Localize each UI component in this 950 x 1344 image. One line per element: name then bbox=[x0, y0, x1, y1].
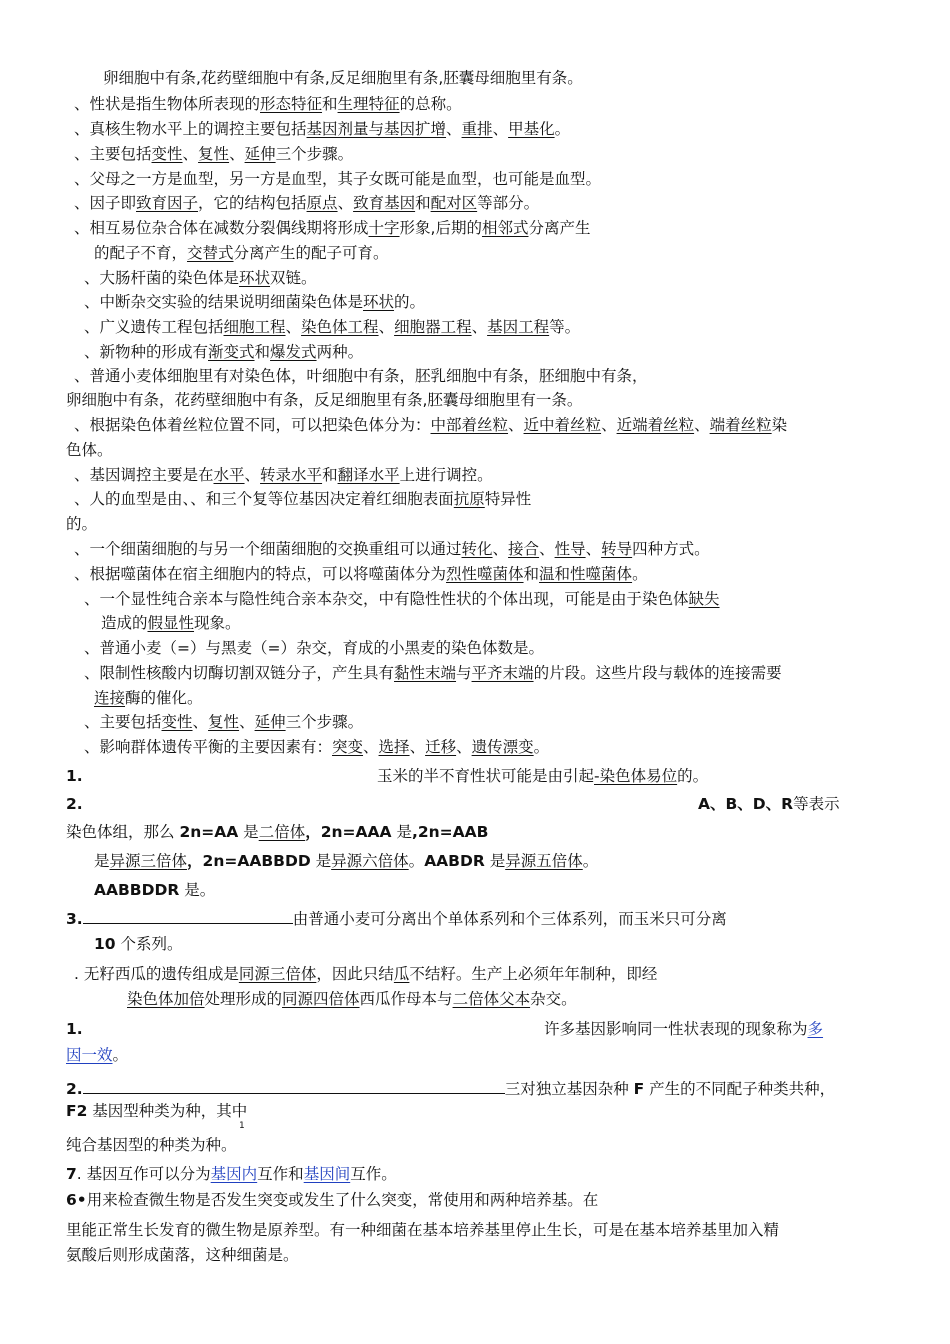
text-segment: 色体。 bbox=[66, 441, 113, 459]
question-text bbox=[377, 766, 708, 786]
text-segment: 、 bbox=[492, 120, 509, 138]
answer-text: 平齐末端 bbox=[471, 664, 534, 682]
text-line bbox=[74, 94, 462, 114]
superscript-mark: 1 bbox=[239, 1121, 245, 1131]
answer-text: 黏性末端 bbox=[394, 664, 457, 682]
text-line bbox=[84, 663, 782, 683]
text-segment: 、 bbox=[585, 540, 602, 558]
text-line bbox=[84, 292, 425, 312]
text-segment: 互作。 bbox=[350, 1165, 397, 1183]
text-segment: 形象,后期的 bbox=[399, 219, 482, 237]
text-segment: 的配子不育， bbox=[94, 244, 188, 262]
text-line bbox=[84, 712, 363, 732]
item-number: 1. bbox=[66, 767, 83, 785]
text-segment: 三个步骤。 bbox=[275, 145, 354, 163]
text-line bbox=[66, 514, 97, 534]
answer-text: 交替式 bbox=[187, 244, 234, 262]
answer-text: 重排 bbox=[461, 120, 493, 138]
answer-text: 水平 bbox=[213, 466, 245, 484]
text-segment: 处理形成的 bbox=[204, 990, 283, 1008]
text-segment: 、一个显性纯合亲本与隐性纯合亲本杂交，中有隐性性状的个体出现，可能是由于染色体 bbox=[84, 590, 689, 608]
text-segment: . 无籽西瓜的遗传组成是 bbox=[74, 965, 239, 983]
answer-text: 转化 bbox=[461, 540, 493, 558]
answer-text: 甲基化 bbox=[508, 120, 555, 138]
text-line bbox=[84, 589, 720, 609]
text-line bbox=[74, 964, 657, 984]
text-segment: 是 bbox=[391, 823, 412, 841]
answer-text: 异源五倍体 bbox=[505, 852, 583, 870]
text-line bbox=[66, 1101, 247, 1121]
text-segment: 等表示 bbox=[793, 795, 840, 813]
text-line bbox=[127, 989, 577, 1009]
text-segment: AABBDDR bbox=[94, 881, 180, 899]
item-number: 1. bbox=[66, 1020, 83, 1038]
text-line bbox=[66, 1190, 598, 1210]
text-segment: ， bbox=[305, 823, 321, 841]
text-segment: 、影响群体遗传平衡的主要因素有： bbox=[84, 738, 333, 756]
text-segment: 。 bbox=[408, 852, 425, 870]
text-line bbox=[94, 243, 389, 263]
text-line bbox=[74, 489, 531, 509]
text-segment: 、中断杂交实验的结果说明细菌染色体是 bbox=[84, 293, 364, 311]
text-line bbox=[66, 1220, 779, 1240]
text-segment: 、新物种的形成有 bbox=[84, 343, 209, 361]
answer-text: 同源四倍体 bbox=[282, 990, 360, 1008]
text-segment: 、 bbox=[409, 738, 426, 756]
answer-text: 假显性 bbox=[147, 614, 195, 632]
answer-text: 转导 bbox=[601, 540, 633, 558]
text-line bbox=[74, 564, 648, 584]
text-segment: 、 bbox=[182, 145, 199, 163]
text-segment: 、人的血型是由、、和三个复等位基因决定着红细胞表面 bbox=[74, 490, 454, 508]
text-segment: 、 bbox=[456, 738, 472, 756]
text-segment: 2n=AA bbox=[179, 823, 239, 841]
answer-text: 翻译水平 bbox=[337, 466, 400, 484]
text-segment: AABDR bbox=[424, 852, 485, 870]
answer-text: 同源三倍体 bbox=[238, 965, 317, 983]
text-segment: 用来检查微生物是否发生突变或发生了什么突变，常使用和两种培养基。在 bbox=[86, 1191, 599, 1209]
answer-text: 异源三倍体 bbox=[109, 852, 188, 870]
text-line bbox=[74, 119, 570, 139]
text-segment: 、性状是指生物体所表现的 bbox=[74, 95, 261, 113]
text-segment: 四种方式。 bbox=[632, 540, 710, 558]
text-segment: 双链。 bbox=[270, 269, 317, 287]
text-segment: 造成的 bbox=[101, 614, 148, 632]
text-segment: 里能正常生长发育的微生物是原养型。有一种细菌在基本培养基里停止生长，可是在基本培养基里加入精 bbox=[66, 1221, 780, 1239]
text-segment: 现象。 bbox=[194, 614, 241, 632]
answer-text: 基因剂量与基因扩增 bbox=[306, 120, 447, 138]
text-segment: 酶的催化。 bbox=[125, 689, 203, 707]
text-segment: 、一个细菌细胞的与另一个细菌细胞的交换重组可以通过 bbox=[74, 540, 462, 558]
item-number: 3. bbox=[66, 910, 83, 928]
text-segment: 是 bbox=[310, 852, 332, 870]
answer-blank bbox=[83, 907, 293, 924]
text-segment: 、 bbox=[337, 194, 354, 212]
text-segment: 与 bbox=[456, 664, 472, 682]
answer-text: 细胞器工程 bbox=[394, 318, 472, 336]
text-line bbox=[66, 1045, 128, 1065]
text-segment: 、父母之一方是血型，另一方是血型，其子女既可能是血型，也可能是血型。 bbox=[74, 170, 602, 188]
text-line bbox=[74, 415, 787, 435]
answer-text: 端着丝粒 bbox=[709, 416, 772, 434]
item-number: 2. bbox=[66, 1080, 83, 1098]
text-line bbox=[74, 366, 648, 386]
text-segment: 。 bbox=[582, 852, 599, 870]
answer-text: 迁移 bbox=[425, 738, 457, 756]
text-line bbox=[84, 737, 549, 757]
question-text: 由普通小麦可分离出个单体系列和个三体系列，而玉米只可分离 bbox=[292, 910, 727, 928]
text-segment: 和 bbox=[415, 194, 431, 212]
text-line bbox=[66, 1245, 299, 1265]
answer-text: 延伸 bbox=[254, 713, 286, 731]
text-segment: 、限制性核酸内切酶切割双链分子，产生具有 bbox=[84, 664, 395, 682]
answer-text: 突变 bbox=[332, 738, 364, 756]
text-line bbox=[84, 638, 544, 658]
text-segment: 、因子即 bbox=[74, 194, 137, 212]
text-segment: 是。 bbox=[179, 881, 216, 899]
text-segment: 和 bbox=[523, 565, 540, 583]
text-segment: F2 bbox=[66, 1102, 88, 1120]
text-segment: 特异性 bbox=[484, 490, 532, 508]
text-segment: 、 bbox=[694, 416, 710, 434]
text-line bbox=[66, 1135, 237, 1155]
answer-text: 瓜 bbox=[393, 965, 410, 983]
text-segment: 是 bbox=[238, 823, 259, 841]
answer-text: 延伸 bbox=[244, 145, 276, 163]
text-segment: 卵细胞中有条,花药壁细胞中有条,反足细胞里有条,胚囊母细胞里有条。 bbox=[103, 69, 583, 87]
text-segment: 和 bbox=[322, 95, 338, 113]
answer-text: 染色体加倍 bbox=[127, 990, 205, 1008]
answer-text: 基因工程 bbox=[487, 318, 550, 336]
answer-text: 中部着丝粒 bbox=[430, 416, 509, 434]
text-segment: 、根据噬菌体在宿主细胞内的特点，可以将噬菌体分为 bbox=[74, 565, 447, 583]
answer-text: 遗传漂变 bbox=[471, 738, 534, 756]
answer-text: 爆发式 bbox=[270, 343, 317, 361]
text-segment: 、大肠杆菌的染色体是 bbox=[84, 269, 240, 287]
answer-text: 温和性噬菌体 bbox=[539, 565, 633, 583]
text-line bbox=[74, 465, 493, 485]
text-segment: 。 bbox=[112, 1046, 129, 1064]
text-segment: 、 bbox=[539, 540, 555, 558]
text-segment: 、 bbox=[378, 318, 395, 336]
text-segment: 、真核生物水平上的调控主要包括 bbox=[74, 120, 307, 138]
text-segment: 互作和 bbox=[257, 1165, 304, 1183]
answer-text: 转录水平 bbox=[260, 466, 323, 484]
answer-text: 因一效 bbox=[66, 1046, 113, 1064]
answer-text: 相邻式 bbox=[481, 219, 529, 237]
answer-text: 抗原 bbox=[453, 490, 485, 508]
answer-text: 致育因子 bbox=[136, 194, 199, 212]
answer-text: 渐变式 bbox=[208, 343, 255, 361]
text-segment: 三个步骤。 bbox=[285, 713, 364, 731]
text-segment: 和 bbox=[322, 466, 338, 484]
text-segment: 纯合基因型的种类为种。 bbox=[66, 1136, 237, 1154]
text-segment: 2n=AABBDD bbox=[202, 852, 311, 870]
text-segment: 两种。 bbox=[316, 343, 364, 361]
text-segment: 的。 bbox=[66, 515, 98, 533]
answer-text: 环状 bbox=[363, 293, 395, 311]
text-line bbox=[94, 688, 203, 708]
question-text bbox=[544, 1019, 823, 1039]
text-segment: 。 bbox=[554, 120, 571, 138]
answer-text: 十字 bbox=[368, 219, 400, 237]
question-3 bbox=[66, 907, 727, 929]
text-line bbox=[66, 822, 488, 842]
text-segment: 、主要包括 bbox=[74, 145, 152, 163]
text-line bbox=[101, 613, 241, 633]
answer-text: -染色体易位 bbox=[594, 767, 678, 785]
answer-text: 异源六倍体 bbox=[331, 852, 409, 870]
text-segment: 的片段。这些片段与载体的连接需要 bbox=[533, 664, 782, 682]
answer-text: 复性 bbox=[208, 713, 240, 731]
answer-text: 近端着丝粒 bbox=[616, 416, 695, 434]
text-segment: 、主要包括 bbox=[84, 713, 162, 731]
answer-text: 环状 bbox=[239, 269, 271, 287]
answer-text: 近中着丝粒 bbox=[523, 416, 602, 434]
answer-text: 变性 bbox=[151, 145, 183, 163]
text-segment: 6• bbox=[66, 1191, 87, 1209]
text-segment: ，它的结构包括 bbox=[198, 194, 307, 212]
text-line bbox=[66, 440, 113, 460]
text-segment: 分离产生 bbox=[528, 219, 591, 237]
text-segment: 、 bbox=[244, 466, 261, 484]
question-2 bbox=[66, 1077, 835, 1099]
answer-text: 连接 bbox=[94, 689, 126, 707]
text-segment: 玉米的半不育性状可能是由引起 bbox=[377, 767, 595, 785]
answer-text: 复性 bbox=[198, 145, 230, 163]
answer-text: 二倍体 bbox=[258, 823, 306, 841]
text-segment: 、 bbox=[601, 416, 617, 434]
text-segment: 、 bbox=[508, 416, 524, 434]
text-segment: 杂交。 bbox=[530, 990, 577, 1008]
text-segment: 等。 bbox=[549, 318, 581, 336]
text-segment: 、相互易位杂合体在减数分裂偶线期将形成 bbox=[74, 219, 369, 237]
text-segment: 的总称。 bbox=[399, 95, 462, 113]
text-segment: 。 bbox=[632, 565, 648, 583]
text-segment: ， bbox=[187, 852, 203, 870]
text-segment: 等部分。 bbox=[477, 194, 540, 212]
answer-text: 选择 bbox=[378, 738, 410, 756]
text-segment: 的。 bbox=[394, 293, 426, 311]
answer-text: 配对区 bbox=[430, 194, 478, 212]
question-text: 产生的不同配子种类共种， bbox=[644, 1080, 836, 1098]
answer-text: 染色体工程 bbox=[301, 318, 379, 336]
text-segment: 染 bbox=[771, 416, 788, 434]
answer-text: 原点 bbox=[306, 194, 338, 212]
answer-text: 致育基因 bbox=[353, 194, 416, 212]
text-segment: 个系列。 bbox=[115, 935, 183, 953]
answer-text: 多 bbox=[807, 1020, 824, 1038]
text-segment: ,2n=AAB bbox=[411, 823, 489, 841]
text-line bbox=[74, 218, 591, 238]
text-segment: 、 bbox=[363, 738, 379, 756]
text-segment: A、B、D、R bbox=[698, 795, 794, 813]
text-segment: 、广义遗传工程包括 bbox=[84, 318, 224, 336]
text-segment: 上进行调控。 bbox=[399, 466, 493, 484]
answer-text: 接合 bbox=[508, 540, 540, 558]
text-segment: 、基因调控主要是在 bbox=[74, 466, 214, 484]
answer-text: 二倍体父本 bbox=[452, 990, 531, 1008]
text-segment: 、 bbox=[192, 713, 209, 731]
text-segment: 、普通小麦（=）与黑麦（=）杂交，育成的小黑麦的染色体数是。 bbox=[84, 639, 544, 657]
answer-text: 生理特征 bbox=[337, 95, 400, 113]
question-text: F bbox=[633, 1080, 645, 1098]
text-segment: 、 bbox=[492, 540, 509, 558]
text-line bbox=[74, 144, 353, 164]
text-segment: ，因此只结 bbox=[316, 965, 394, 983]
text-segment: 氨酸后则形成菌落，这种细菌是。 bbox=[66, 1246, 299, 1264]
text-segment: 基因型种类为种，其中 bbox=[87, 1102, 248, 1120]
text-line bbox=[74, 539, 710, 559]
item-number: 2. bbox=[66, 795, 83, 813]
text-line bbox=[74, 193, 539, 213]
text-segment: 的。 bbox=[677, 767, 709, 785]
text-line bbox=[94, 934, 183, 954]
text-segment: 、 bbox=[471, 318, 488, 336]
answer-text: 性导 bbox=[554, 540, 586, 558]
text-line bbox=[66, 390, 582, 410]
text-segment: 、 bbox=[239, 713, 255, 731]
text-line bbox=[84, 317, 580, 337]
text-segment: 卵细胞中有条，花药壁细胞中有条，反足细胞里有条,胚囊母细胞里有一条。 bbox=[66, 391, 583, 409]
text-segment: 2n=AAA bbox=[320, 823, 392, 841]
answer-text: 缺失 bbox=[688, 590, 720, 608]
text-segment: 分离产生的配子可育。 bbox=[233, 244, 389, 262]
text-segment: 7 bbox=[66, 1165, 77, 1183]
text-segment: 染色体组，那么 bbox=[66, 823, 180, 841]
text-segment: 、 bbox=[229, 145, 245, 163]
text-line bbox=[94, 851, 598, 871]
text-segment: 是 bbox=[484, 852, 506, 870]
text-segment: 和 bbox=[254, 343, 271, 361]
text-segment: 、 bbox=[446, 120, 462, 138]
answer-text: 烈性噬菌体 bbox=[446, 565, 524, 583]
text-line bbox=[74, 169, 601, 189]
text-segment: 。 bbox=[533, 738, 550, 756]
answer-text: 形态特征 bbox=[260, 95, 323, 113]
text-segment: 、 bbox=[285, 318, 302, 336]
text-segment: 不结籽。生产上必须年年制种，即经 bbox=[409, 965, 658, 983]
question-text: 三对独立基因杂种 bbox=[504, 1080, 634, 1098]
answer-text: 变性 bbox=[161, 713, 193, 731]
text-segment: 10 bbox=[94, 935, 116, 953]
text-line bbox=[84, 268, 317, 288]
answer-text: 细胞工程 bbox=[223, 318, 286, 336]
text-line bbox=[94, 880, 215, 900]
text-segment: 西瓜作母本与 bbox=[359, 990, 453, 1008]
text-line bbox=[84, 342, 363, 362]
text-segment: . 基因互作可以分为 bbox=[76, 1165, 211, 1183]
text-segment: 是 bbox=[94, 852, 110, 870]
answer-blank bbox=[83, 1077, 505, 1094]
text-segment: 许多基因影响同一性状表现的现象称为 bbox=[544, 1020, 808, 1038]
question-text bbox=[698, 794, 840, 814]
text-line bbox=[66, 1164, 397, 1184]
text-segment: 、普通小麦体细胞里有对染色体，叶细胞中有条，胚乳细胞中有条，胚细胞中有条， bbox=[74, 367, 648, 385]
answer-text: 基因内 bbox=[210, 1165, 258, 1183]
text-line bbox=[103, 68, 583, 88]
text-segment: 、根据染色体着丝粒位置不同，可以把染色体分为： bbox=[74, 416, 431, 434]
answer-text: 基因间 bbox=[303, 1165, 351, 1183]
